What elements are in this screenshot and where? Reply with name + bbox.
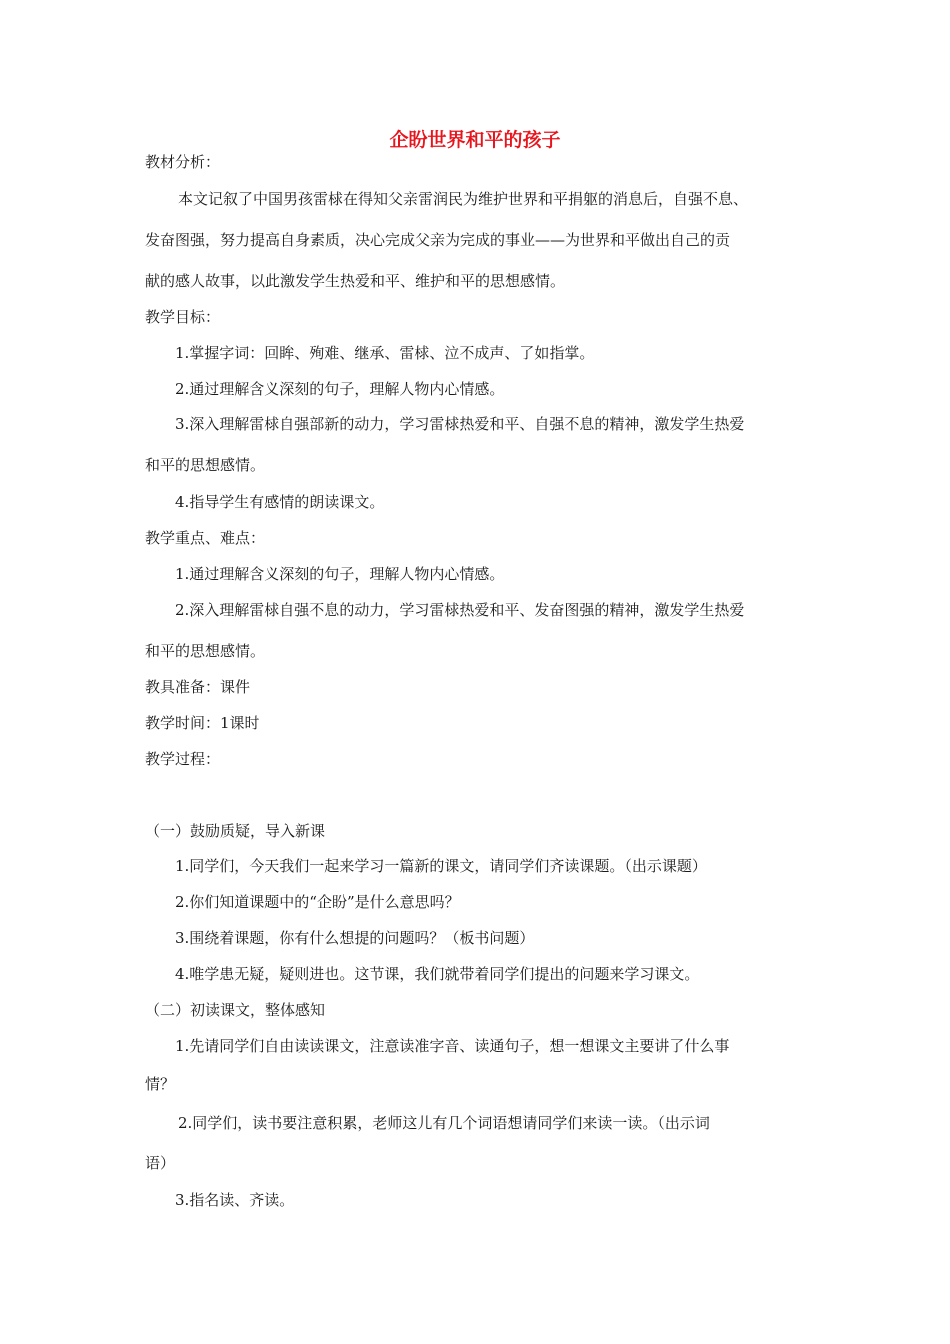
section-2-heading: （二）初读课文，整体感知 (145, 1001, 326, 1019)
analysis-heading: 教材分析： (145, 153, 221, 171)
key-points-item-2a: 2.深入理解雷梂自强不息的动力，学习雷梂热爱和平、发奋图强的精神，激发学生热爱 (175, 601, 745, 619)
process-heading: 教学过程： (145, 750, 221, 768)
goals-item-3b: 和平的思想感情。 (145, 456, 266, 474)
section-2-item-1b: 情？ (145, 1075, 176, 1093)
section-2-item-2a: 2.同学们，读书要注意积累，老师这儿有几个词语想请同学们来读一读。（出示词 (178, 1114, 710, 1132)
key-points-heading: 教学重点、难点： (145, 529, 266, 547)
key-points-item-1: 1.通过理解含义深刻的句子，理解人物内心情感。 (175, 565, 505, 583)
section-1-heading: （一）鼓励质疑，导入新课 (145, 822, 326, 840)
prep-line: 教具准备：课件 (145, 678, 251, 696)
goals-item-2: 2.通过理解含义深刻的句子，理解人物内心情感。 (175, 380, 505, 398)
goals-heading: 教学目标： (145, 308, 221, 326)
goals-item-3a: 3.深入理解雷梂自强部新的动力，学习雷梂热爱和平、自强不息的精神，激发学生热爱 (175, 415, 745, 433)
analysis-line-2: 发奋图强，努力提高自身素质，决心完成父亲为完成的事业——为世界和平做出自己的贡 (145, 231, 731, 249)
goals-item-1: 1.掌握字词：回眸、殉难、继承、雷梂、泣不成声、了如指掌。 (175, 344, 595, 362)
document-title: 企盼世界和平的孩子 (389, 129, 561, 151)
section-2-item-1a: 1.先请同学们自由读读课文，注意读准字音、读通句子，想一想课文主要讲了什么事 (175, 1037, 730, 1055)
time-line: 教学时间：1课时 (145, 714, 260, 732)
section-1-item-1: 1.同学们，今天我们一起来学习一篇新的课文，请同学们齐读课题。（出示课题） (175, 857, 707, 875)
section-1-item-4: 4.唯学患无疑，疑则进也。这节课，我们就带着同学们提出的问题来学习课文。 (175, 965, 700, 983)
section-2-item-2b: 语） (145, 1154, 176, 1172)
section-1-item-3: 3.围绕着课题，你有什么想提的问题吗？（板书问题） (175, 929, 535, 947)
key-points-item-2b: 和平的思想感情。 (145, 642, 266, 660)
section-2-item-3: 3.指名读、齐读。 (175, 1191, 295, 1209)
section-1-item-2: 2.你们知道课题中的“企盼”是什么意思吗？ (175, 893, 460, 911)
analysis-line-1: 本文记叙了中国男孩雷梂在得知父亲雷润民为维护世界和平捐躯的消息后，自强不息、 (178, 190, 749, 208)
analysis-line-3: 献的感人故事，以此激发学生热爱和平、维护和平的思想感情。 (145, 272, 566, 290)
goals-item-4: 4.指导学生有感情的朗读课文。 (175, 493, 385, 511)
